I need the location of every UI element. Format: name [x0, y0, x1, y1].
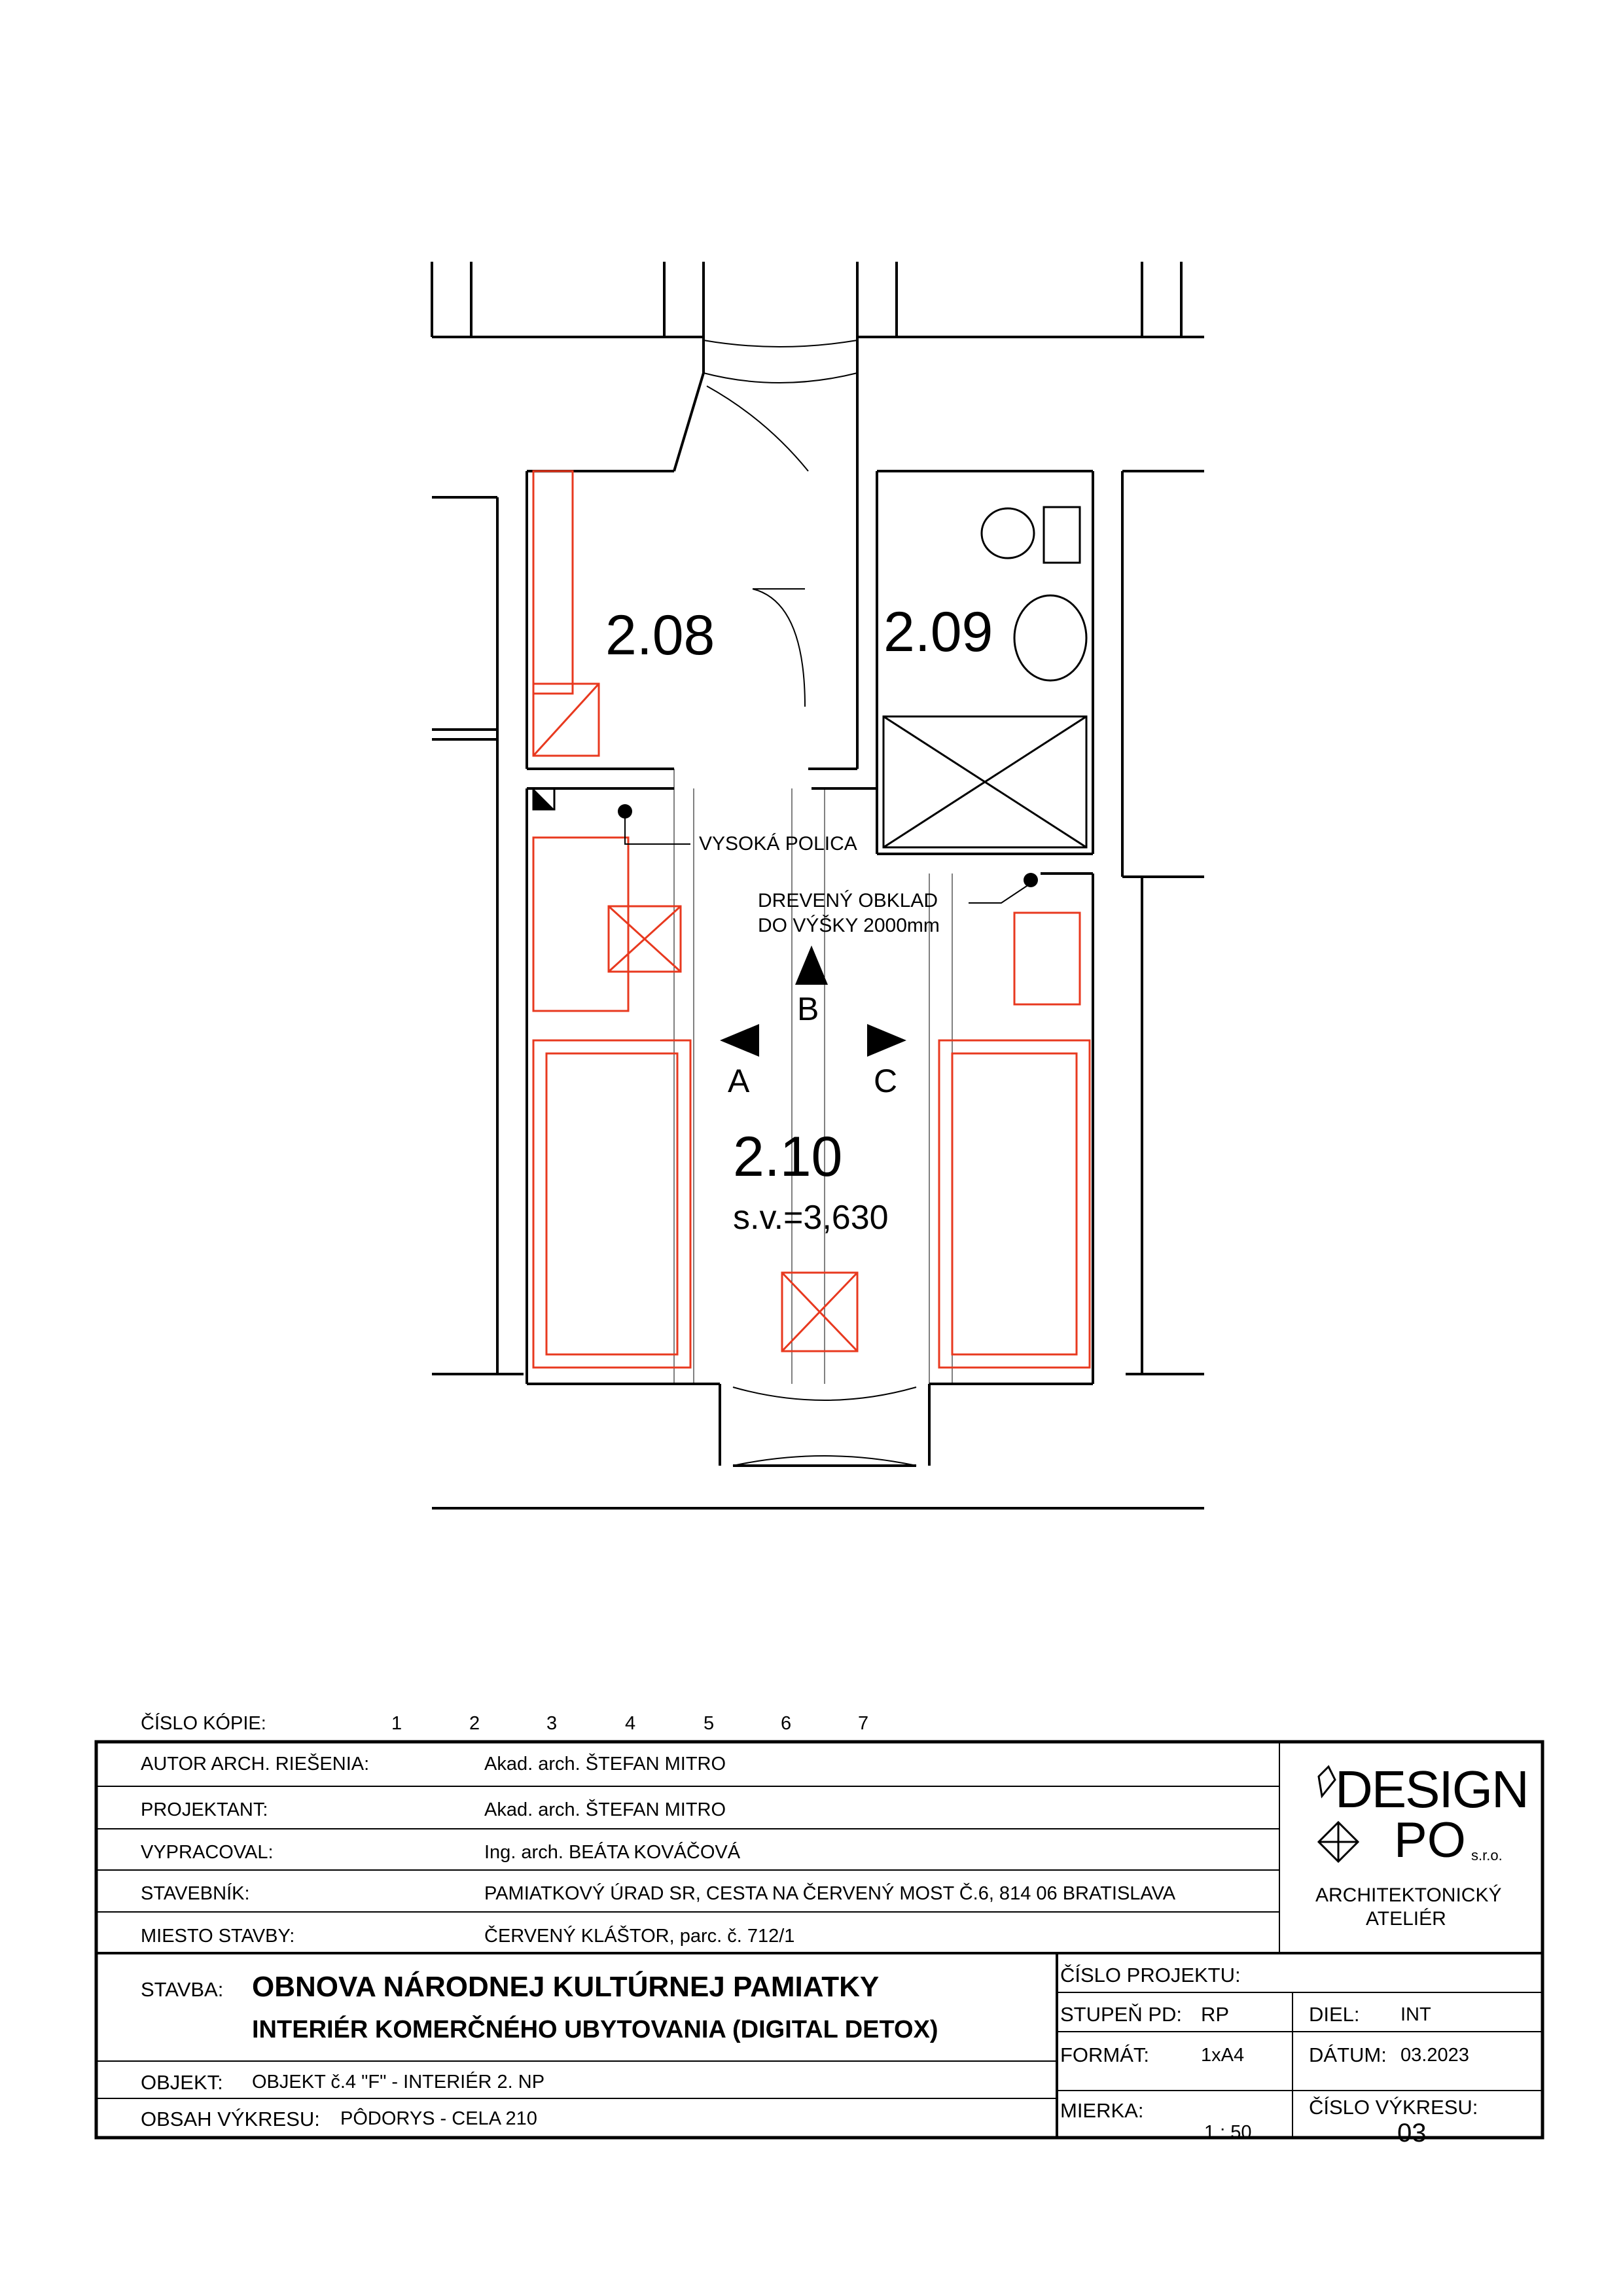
view-marker-b: B	[797, 991, 819, 1027]
copy-number: 4	[625, 1713, 636, 1734]
content-label: OBSAH VÝKRESU:	[141, 2108, 320, 2130]
stage-label: STUPEŇ PD:	[1060, 2003, 1183, 2026]
project-number-label: ČÍSLO PROJEKTU:	[1060, 1964, 1241, 1987]
content-value: PÔDORYS - CELA 210	[340, 2108, 537, 2129]
logo-wordmark-po: PO	[1394, 1812, 1466, 1868]
format-label: FORMÁT:	[1060, 2043, 1150, 2066]
logo-wordmark-design: DESIGN	[1335, 1760, 1528, 1818]
part-label: DIEL:	[1309, 2003, 1360, 2026]
scale-label: MIERKA:	[1060, 2099, 1144, 2122]
object-value: OBJEKT č.4 "F" - INTERIÉR 2. NP	[252, 2072, 545, 2093]
room-label-209: 2.09	[883, 601, 993, 663]
room-label-208: 2.08	[605, 604, 715, 667]
drawn-by-label: VYPRACOVAL:	[141, 1842, 274, 1863]
author-value: Akad. arch. ŠTEFAN MITRO	[484, 1754, 726, 1775]
logo-suffix: s.r.o.	[1471, 1847, 1503, 1863]
copy-number: 3	[546, 1713, 558, 1734]
date-label: DÁTUM:	[1309, 2043, 1387, 2066]
logo-tagline-2: ATELIÉR	[1366, 1908, 1446, 1930]
site-label: MIESTO STAVBY:	[141, 1926, 295, 1947]
drawing-number-value: 03	[1397, 2119, 1427, 2147]
room-height-210: s.v.=3,630	[733, 1199, 889, 1237]
copy-number: 6	[781, 1713, 792, 1734]
view-marker-a: A	[728, 1063, 750, 1099]
designer-label: PROJEKTANT:	[141, 1799, 268, 1820]
client-value: PAMIATKOVÝ ÚRAD SR, CESTA NA ČERVENÝ MOST Č.6, 814 06 BRATISLAVA	[484, 1883, 1176, 1904]
shelf-annotation: VYSOKÁ POLICA	[699, 833, 857, 855]
date-value: 03.2023	[1400, 2045, 1469, 2066]
view-marker-c: C	[874, 1063, 898, 1099]
building-subtitle: INTERIÉR KOMERČNÉHO UBYTOVANIA (DIGITAL DETOX)	[252, 2016, 938, 2043]
logo-tagline-1: ARCHITEKTONICKÝ	[1315, 1884, 1502, 1906]
site-value: ČERVENÝ KLÁŠTOR, parc. č. 712/1	[484, 1926, 795, 1947]
part-value: INT	[1400, 2004, 1431, 2025]
copy-number: 5	[704, 1713, 715, 1734]
copy-number: 2	[469, 1713, 480, 1734]
building-title: OBNOVA NÁRODNEJ KULTÚRNEJ PAMIATKY	[252, 1971, 880, 2003]
drawn-by-value: Ing. arch. BEÁTA KOVÁČOVÁ	[484, 1842, 741, 1863]
cladding-annotation-line1: DREVENÝ OBKLAD	[758, 890, 938, 911]
client-label: STAVEBNÍK:	[141, 1883, 250, 1904]
copy-number: 1	[391, 1713, 402, 1734]
object-label: OBJEKT:	[141, 2071, 223, 2094]
author-label: AUTOR ARCH. RIEŠENIA:	[141, 1754, 370, 1775]
designer-value: Akad. arch. ŠTEFAN MITRO	[484, 1799, 726, 1820]
drawing-number-label: ČÍSLO VÝKRESU:	[1309, 2096, 1478, 2119]
scale-value: 1 : 50	[1204, 2122, 1252, 2143]
format-value: 1xA4	[1201, 2045, 1245, 2066]
cladding-annotation-line2: DO VÝŠKY 2000mm	[758, 915, 940, 936]
copy-number: 7	[858, 1713, 869, 1734]
copies-label: ČÍSLO KÓPIE:	[141, 1713, 266, 1734]
stage-value: RP	[1201, 2003, 1230, 2026]
room-label-210: 2.10	[733, 1125, 843, 1188]
building-label: STAVBA:	[141, 1978, 224, 2001]
